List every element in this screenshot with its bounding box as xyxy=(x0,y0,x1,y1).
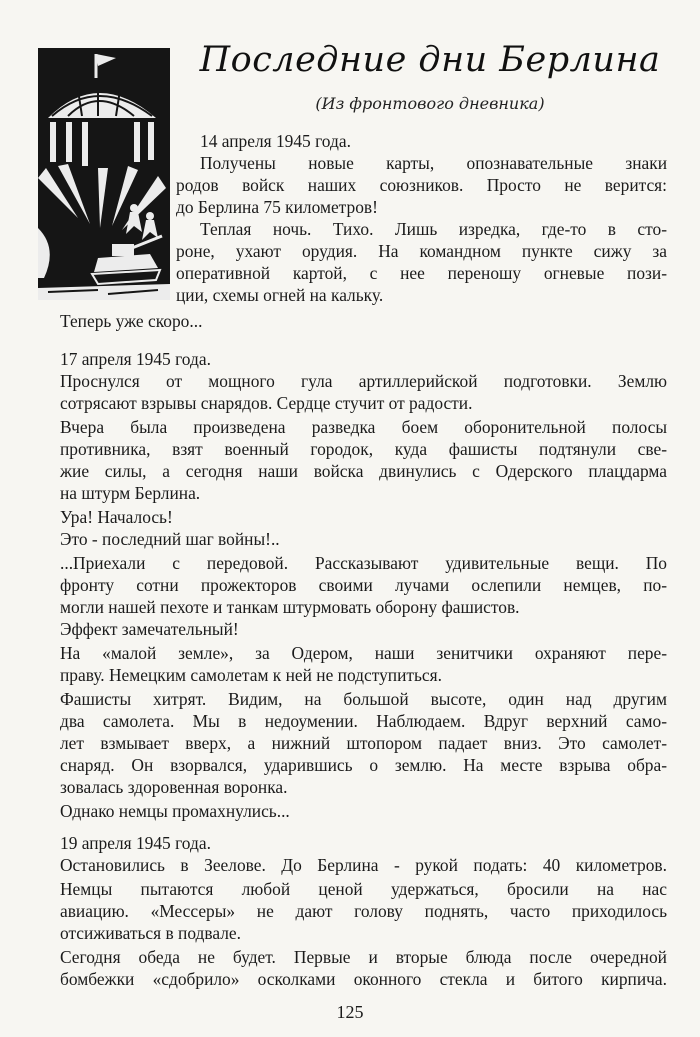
text-line: противника, взят военный городок, куда фашисты подтянули све- xyxy=(60,439,667,459)
text-line: Остановились в Зеелове. До Берлина - рукой подать: 40 километров. xyxy=(60,855,667,875)
text-line: Получены новые карты, опознавательные знаки xyxy=(200,153,667,173)
text-line: на штурм Берлина. xyxy=(60,483,201,503)
entry-date: 17 апреля 1945 года. xyxy=(60,349,211,369)
text-line: бомбежки «сдобрило» осколками оконного стекла и битого кирпича. xyxy=(60,969,667,989)
text-line: Теперь уже скоро... xyxy=(60,311,203,331)
text-line: фронту сотни прожекторов своими лучами ослепили немцев, по- xyxy=(60,575,667,595)
war-illustration xyxy=(38,48,170,300)
article-title: Последние дни Берлина xyxy=(199,40,661,80)
text-line: могли нашей пехоте и танкам штурмовать оборону фашистов. xyxy=(60,597,520,617)
text-line: родов войск наших союзников. Просто не верится: xyxy=(176,175,667,195)
text-line: отсиживаться в подвале. xyxy=(60,923,241,943)
text-line: до Берлина 75 километров! xyxy=(176,197,378,217)
text-line: Фашисты хитрят. Видим, на большой высоте, один над другим xyxy=(60,689,667,709)
text-line: праву. Немецким самолетам к ней не подступиться. xyxy=(60,665,442,685)
entry-date: 14 апреля 1945 года. xyxy=(200,131,351,151)
text-line: Немцы пытаются любой ценой удержаться, бросили на нас xyxy=(60,879,667,899)
text-line: Эффект замечательный! xyxy=(60,619,239,639)
text-line: ции, схемы огней на кальку. xyxy=(176,285,384,305)
text-line: Теплая ночь. Тихо. Лишь изредка, где-то в сто- xyxy=(200,219,667,239)
text-line: два самолета. Мы в недоумении. Наблюдаем. Вдруг верхний само- xyxy=(60,711,667,731)
text-line: оперативной картой, с нее переношу огневые пози- xyxy=(176,263,667,283)
article-subtitle: (Из фронтового дневника) xyxy=(315,94,545,113)
text-line: ...Приехали с передовой. Рассказывают удивительные вещи. По xyxy=(60,553,667,573)
text-line: сотрясают взрывы снарядов. Сердце стучит от радости. xyxy=(60,393,473,413)
text-line: жие силы, а сегодня наши войска двинулись с Одерского плацдарма xyxy=(60,461,667,481)
text-line: авиацию. «Мессеры» не дают голову поднять, часто приходилось xyxy=(60,901,667,921)
text-line: лет взмывает вверх, а нижний штопором падает вниз. Это самолет- xyxy=(60,733,667,753)
page-number: 125 xyxy=(336,1002,364,1022)
text-line: роне, ухают орудия. На командном пункте сижу за xyxy=(176,241,667,261)
text-line: Вчера была произведена разведка боем оборонительной полосы xyxy=(60,417,667,437)
text-line: На «малой земле», за Одером, наши зенитчики охраняют пере- xyxy=(60,643,667,663)
text-line: Ура! Началось! xyxy=(60,507,173,527)
text-line: Сегодня обеда не будет. Первые и вторые блюда после очередной xyxy=(60,947,667,967)
text-line: Однако немцы промахнулись... xyxy=(60,801,290,821)
text-line: снаряд. Он взорвался, ударившись о землю. На месте взрыва обра- xyxy=(60,755,667,775)
text-line: Проснулся от мощного гула артиллерийской подготовки. Землю xyxy=(60,371,667,391)
entry-date: 19 апреля 1945 года. xyxy=(60,833,211,853)
text-line: Это - последний шаг войны!.. xyxy=(60,529,280,549)
text-line: зовалась здоровенная воронка. xyxy=(60,777,288,797)
